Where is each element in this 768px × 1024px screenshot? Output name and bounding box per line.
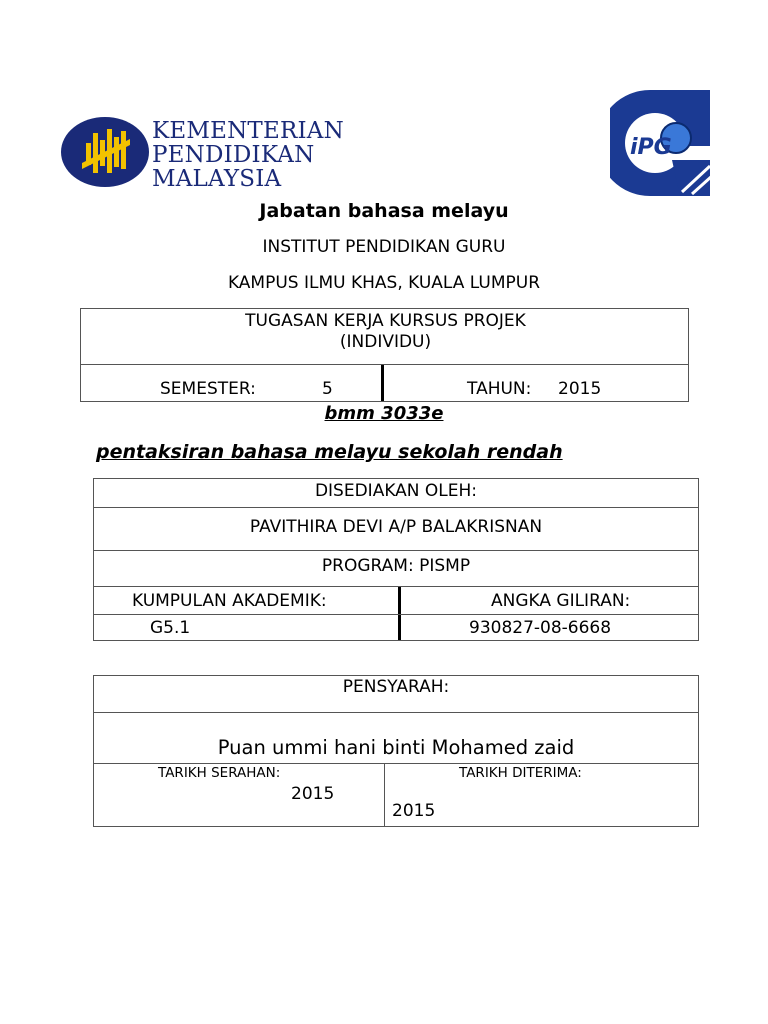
ipg-logo-text: iPG bbox=[630, 135, 672, 160]
index-value: 930827-08-6668 bbox=[469, 618, 612, 638]
student-table bbox=[93, 478, 699, 641]
submit-date-value: 2015 bbox=[291, 784, 335, 804]
ministry-name-line-3: MALAYSIA bbox=[152, 166, 282, 192]
row-divider bbox=[94, 712, 698, 713]
course-code: bmm 3033e bbox=[324, 403, 444, 424]
ministry-name-line-2: PENDIDIKAN bbox=[152, 142, 315, 168]
assignment-title: TUGASAN KERJA KURSUS PROJEK bbox=[245, 311, 526, 331]
row-divider bbox=[94, 507, 698, 508]
group-value: G5.1 bbox=[150, 618, 191, 638]
year-value: 2015 bbox=[558, 379, 602, 399]
received-date-label: TARIKH DITERIMA: bbox=[459, 765, 582, 781]
institute-logo bbox=[610, 88, 715, 200]
received-date-value: 2015 bbox=[392, 801, 436, 821]
row-divider bbox=[94, 763, 698, 764]
lecturer-table bbox=[93, 675, 699, 827]
semester-value: 5 bbox=[322, 379, 333, 399]
course-name: pentaksiran bahasa melayu sekolah rendah bbox=[96, 441, 563, 463]
ministry-name-line-1: KEMENTERIAN bbox=[152, 118, 344, 144]
ministry-emblem-icon bbox=[60, 115, 150, 190]
prepared-by-label: DISEDIAKAN OLEH: bbox=[314, 481, 478, 501]
ipg-emblem-icon bbox=[610, 88, 715, 200]
assignment-table bbox=[80, 308, 689, 402]
year-label: TAHUN: bbox=[467, 379, 532, 399]
index-label: ANGKA GILIRAN: bbox=[491, 591, 631, 611]
row-divider bbox=[94, 586, 698, 587]
group-label: KUMPULAN AKADEMIK: bbox=[132, 591, 327, 611]
student-name: PAVITHIRA DEVI A/P BALAKRISNAN bbox=[249, 517, 543, 537]
department-title: Jabatan bahasa melayu bbox=[259, 200, 509, 222]
row-divider bbox=[94, 614, 698, 615]
campus-name: KAMPUS ILMU KHAS, KUALA LUMPUR bbox=[227, 273, 541, 293]
submit-date-label: TARIKH SERAHAN: bbox=[158, 765, 281, 781]
assignment-divider bbox=[81, 364, 688, 365]
lecturer-name: Puan ummi hani binti Mohamed zaid bbox=[217, 736, 575, 759]
institute-name: INSTITUT PENDIDIKAN GURU bbox=[262, 237, 506, 257]
program: PROGRAM: PISMP bbox=[321, 556, 471, 576]
lecturer-label: PENSYARAH: bbox=[342, 677, 450, 697]
semester-label: SEMESTER: bbox=[160, 379, 256, 399]
semester-year-divider bbox=[381, 365, 384, 401]
row-divider bbox=[94, 550, 698, 551]
assignment-type: (INDIVIDU) bbox=[339, 332, 432, 352]
ministry-logo bbox=[60, 115, 344, 192]
dates-divider bbox=[384, 764, 385, 826]
